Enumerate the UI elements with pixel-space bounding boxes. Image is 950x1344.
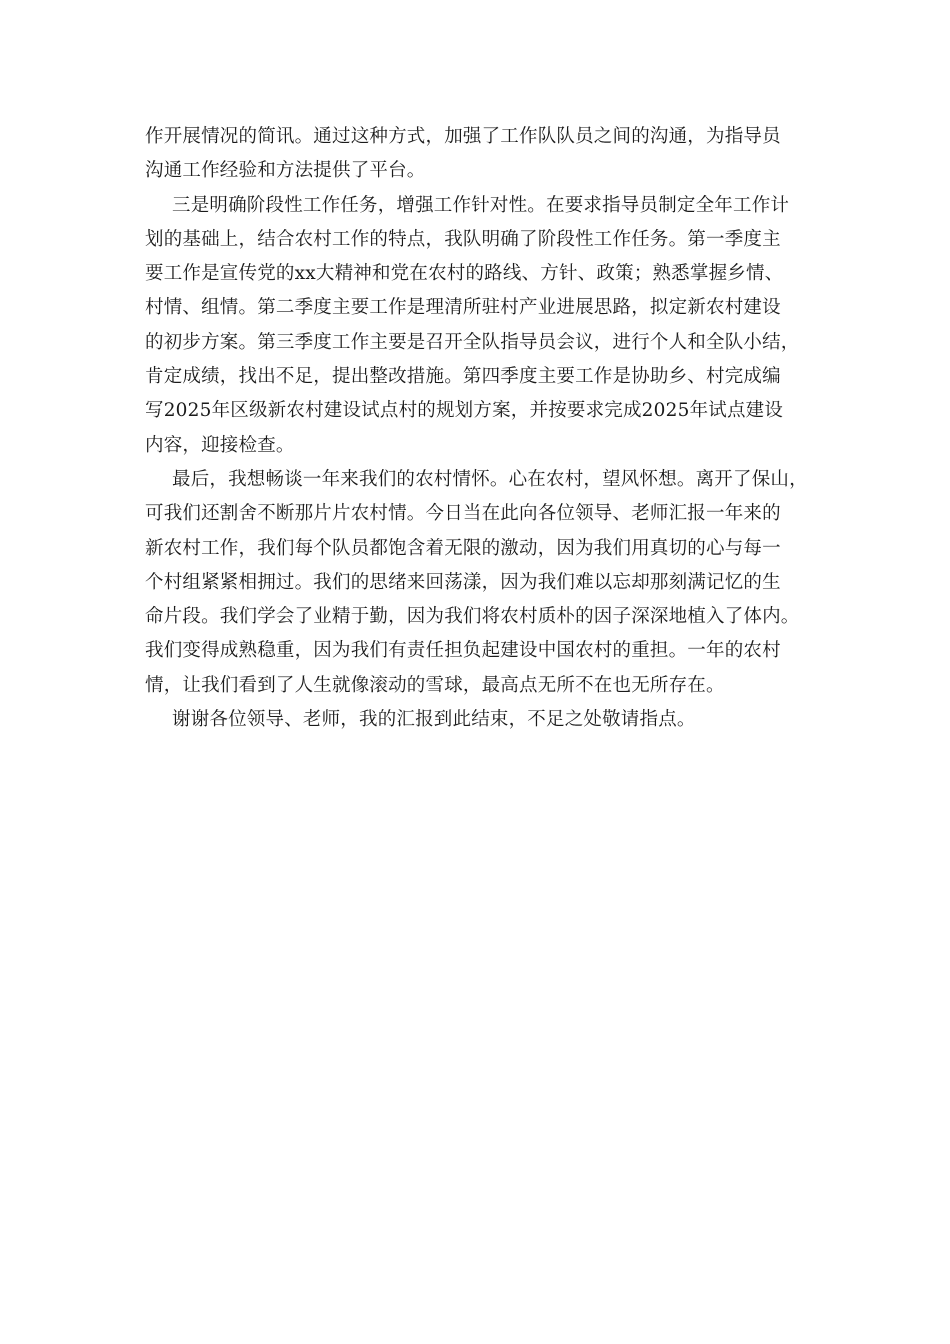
- text-line: 我们变得成熟稳重，因为我们有责任担负起建设中国农村的重担。一年的农村: [145, 640, 781, 662]
- paragraph: [145, 120, 845, 189]
- text-line: 村情、组情。第二季度主要工作是理清所驻村产业进展思路，拟定新农村建设: [145, 297, 781, 319]
- text-line: 的初步方案。第三季度工作主要是召开全队指导员会议，进行个人和全队小结，: [145, 331, 800, 353]
- text-line: 划的基础上，结合农村工作的特点，我队明确了阶段性工作任务。第一季度主: [145, 228, 781, 250]
- paragraph: [145, 703, 845, 737]
- text-line: 情，让我们看到了人生就像滚动的雪球，最高点无所不在也无所存在。: [145, 674, 725, 696]
- body-text: [145, 120, 845, 737]
- text-line: 写2025年区级新农村建设试点村的规划方案，并按要求完成2025年试点建设: [145, 400, 784, 422]
- text-line: 沟通工作经验和方法提供了平台。: [145, 160, 426, 182]
- paragraph: [145, 463, 845, 703]
- text-line: 最后，我想畅谈一年来我们的农村情怀。心在农村，望风怀想。离开了保山，: [172, 468, 808, 490]
- text-line: 肯定成绩，找出不足，提出整改措施。第四季度主要工作是协助乡、村完成编: [145, 366, 781, 388]
- paragraph: [145, 189, 845, 463]
- text-line: 内容，迎接检查。: [145, 434, 295, 456]
- text-line: 谢谢各位领导、老师，我的汇报到此结束，不足之处敬请指点。: [172, 709, 696, 731]
- text-line: 新农村工作，我们每个队员都饱含着无限的激动，因为我们用真切的心与每一: [145, 537, 781, 559]
- text-line: 三是明确阶段性工作任务，增强工作针对性。在要求指导员制定全年工作计: [172, 194, 790, 216]
- text-line: 个村组紧紧相拥过。我们的思绪来回荡漾，因为我们难以忘却那刻满记忆的生: [145, 571, 781, 593]
- text-line: 可我们还割舍不断那片片农村情。今日当在此向各位领导、老师汇报一年来的: [145, 503, 781, 525]
- text-line: 命片段。我们学会了业精于勤，因为我们将农村质朴的因子深深地植入了体内。: [145, 606, 800, 628]
- text-line: 要工作是宣传党的xx大精神和党在农村的路线、方针、政策；熟悉掌握乡情、: [145, 263, 784, 285]
- text-line: 作开展情况的简讯。通过这种方式，加强了工作队队员之间的沟通，为指导员: [145, 126, 781, 147]
